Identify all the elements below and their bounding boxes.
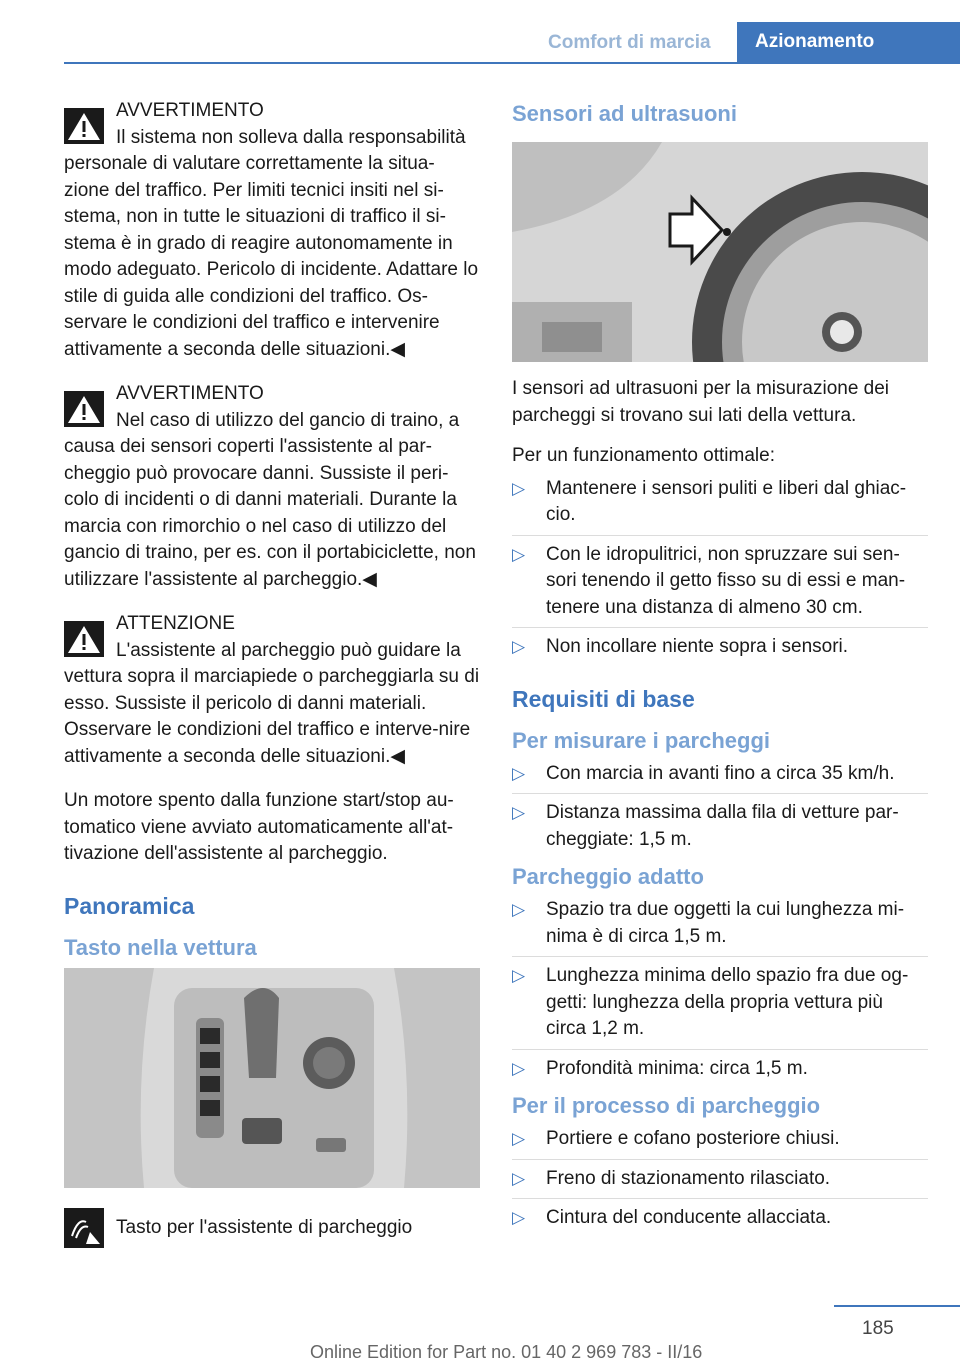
button-caption: Tasto per l'assistente di parcheggio [116,1216,413,1238]
warning-title: AVVERTIMENTO [116,383,264,404]
header-tab: Azionamento [737,22,960,62]
warning-block-1 [64,98,480,363]
bullet-triangle-icon: ▷ [512,1168,526,1188]
header-section: Comfort di marcia [548,32,711,53]
warning-block-2 [64,381,480,593]
warning-triangle-icon [64,391,104,427]
header-rule [64,62,960,64]
warning-triangle-icon [64,108,104,144]
warning-text: vettura sopra il marciapiede o parcheggiarla su di esso. Sussiste il pericolo di danni materiali. Osservare le condizioni del traffico e interve-nire attivamente a seconda delle situazioni.◀ [64,666,480,767]
measure-list [512,761,928,854]
bullet-triangle-icon: ▷ [512,1129,526,1148]
console-illustration [64,968,480,1188]
optimal-list [512,476,928,661]
suitable-list [512,897,928,1082]
heading-requirements: Requisiti di base [512,685,695,712]
warning-title: AVVERTIMENTO [116,100,264,121]
list-item: ▷ Mantenere i sensori puliti e liberi dal ghiac-cio. [512,476,928,536]
bullet-triangle-icon: ▷ [512,763,526,783]
heading-suitable: Parcheggio adatto [512,864,704,889]
sensor-description: I sensori ad ultrasuoni per la misurazione dei parcheggi si trovano sui lati della vettura. [512,378,890,426]
page-number: 185 [862,1318,894,1339]
bullet-triangle-icon: ▷ [512,803,526,822]
button-caption-row [64,1204,480,1252]
footer-rule [834,1305,960,1307]
warning-text: causa dei sensori coperti l'assistente al par-cheggio può provocare danni. Sussiste il peri-colo di incidenti o di danni materiali. Durante la marcia con rimorchio o nel caso di utilizzo del gancio di traino, per es. con il portabiciclette, non utilizzare l'assistente al parcheggio.◀ [64,436,476,590]
optimal-intro: Per un funzionamento ottimale: [512,445,775,466]
bullet-triangle-icon: ▷ [512,637,526,656]
list-item: ▷ Lunghezza minima dello spazio fra due og-getti: lunghezza della propria vettura più circa 1,2 m. [512,963,928,1050]
heading-overview: Panoramica [64,892,195,919]
warning-block-3 [64,611,480,770]
bullet-triangle-icon: ▷ [512,1208,526,1227]
list-item: ▷ Freno di stazionamento rilasciato. [512,1166,928,1200]
edition-note: Online Edition for Part no. 01 40 2 969 783 - II/16 [310,1342,703,1362]
console-photo [64,968,480,1188]
list-item: ▷ Portiere e cofano posteriore chiusi. [512,1126,928,1160]
right-column [512,98,928,1242]
list-item: ▷ Distanza massima dalla fila di vetture par-cheggiate: 1,5 m. [512,802,899,850]
bullet-triangle-icon: ▷ [512,1058,526,1078]
process-list [512,1126,928,1232]
page-header [0,22,960,62]
bullet-triangle-icon: ▷ [512,544,526,564]
list-item: ▷ Profondità minima: circa 1,5 m. [512,1056,928,1083]
sensor-illustration [512,142,928,362]
list-item: ▷ Spazio tra due oggetti la cui lunghezza mi-nima è di circa 1,5 m. [512,897,928,957]
sensor-photo [512,142,928,362]
warning-text-first-line: Il sistema non solleva dalla responsabilità [116,126,466,148]
warning-text-first-line: Nel caso di utilizzo del gancio di traino, a [116,409,460,431]
heading-sensors: Sensori ad ultrasuoni [512,101,737,126]
bullet-triangle-icon: ▷ [512,900,526,919]
bullet-triangle-icon: ▷ [512,478,526,498]
list-item: ▷ Con marcia in avanti fino a circa 35 km/h. [512,761,928,795]
warning-text-first-line: L'assistente al parcheggio può guidare la [116,639,461,661]
heading-process: Per il processo di parcheggio [512,1093,821,1118]
heading-measure: Per misurare i parcheggi [512,727,770,753]
warning-title: ATTENZIONE [116,613,235,634]
warning-triangle-icon [64,621,104,657]
warning-text: personale di valutare correttamente la situa-zione del traffico. Per limiti tecnici insiti nel si-stema, non in tutte le situazioni di traffico il si-stema è in grado di reagire autonomamente in modo adeguato. Pericolo di incidente. Adattare lo stile di guida alle condizioni del traffico. Os-servare le condizioni del traffico e intervenire attivamente a seconda delle situazioni.◀ [64,153,479,360]
list-item: ▷ Cintura del conducente allacciata. [512,1205,928,1232]
page-footer [0,1300,960,1360]
heading-button: Tasto nella vettura [64,934,257,960]
parking-assistant-button-icon [64,1208,104,1248]
bullet-triangle-icon: ▷ [512,966,526,985]
start-stop-paragraph: Un motore spento dalla funzione start/stop au-tomatico viene avviato automaticamente all'at-tivazione dell'assistente al parcheggio. [64,790,454,864]
list-item: ▷ Con le idropulitrici, non spruzzare sui sen-sori tenendo il getto fisso su di essi e man-tenere una distanza di almeno 30 cm. [512,542,928,629]
left-column [64,98,480,1252]
list-item: ▷ Non incollare niente sopra i sensori. [512,634,928,661]
